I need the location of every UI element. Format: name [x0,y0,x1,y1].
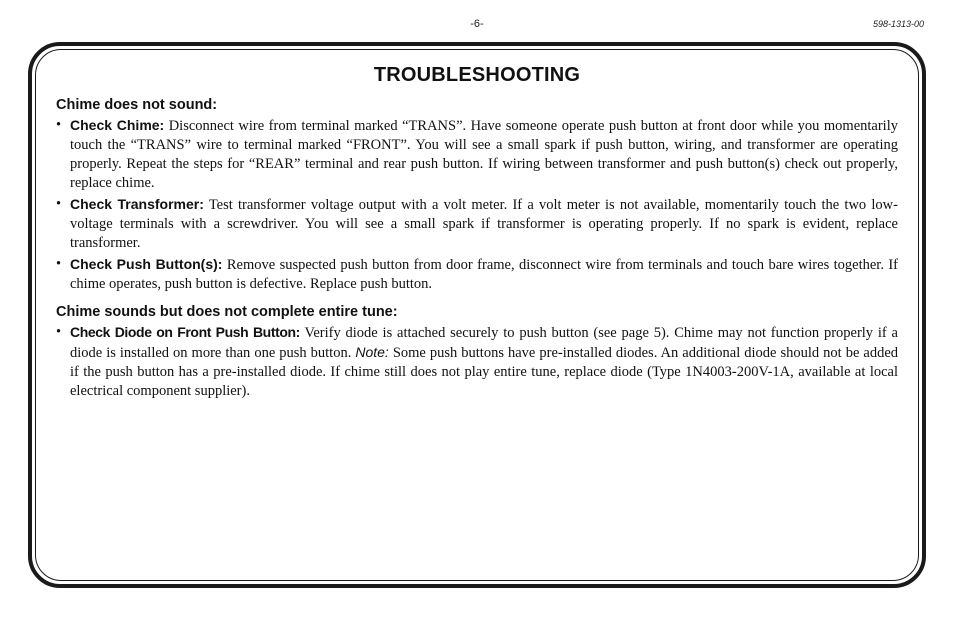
document-code: 598-1313-00 [872,19,924,29]
item-text: Remove suspected push button from door frame, disconnect wire from terminals and touch bare wires together. If chime operates, push button is defective. Replace push button. [70,257,899,292]
section-heading: Chime sounds but does not complete entire tune: [56,304,398,320]
note-label: Note: [355,344,389,360]
item-lead: Check Push Button(s): [70,256,223,272]
section-chime-does-not-sound [56,97,898,294]
note-text: Some push buttons have pre-installed diodes. An additional diode should not be added if the push button has a pre-installed diode. If chime still does not play entire tune, replace diode (Type 1N4003-200V-1A, available at local electrical component supplier). [70,345,899,399]
item-text: Test transformer voltage output with a volt meter. If a volt meter is not available, momentarily touch the two low-voltage terminals with a screwdriver. You will see a small spark if transformer is operating properly. If no spark is evident, replace transformer. [70,197,898,251]
bullet-icon: • [56,196,62,212]
list-item-check-push-buttons [56,255,898,294]
section-incomplete-tune [56,304,898,401]
list-item-check-transformer [56,195,898,253]
item-lead: Check Diode on Front Push Button: [70,324,300,340]
bullet-icon: • [56,117,62,133]
item-lead: Check Transformer: [70,196,204,212]
list-item-check-chime [56,116,898,193]
item-lead: Check Chime: [70,117,165,133]
page-title: TROUBLESHOOTING [373,64,581,86]
troubleshooting-list [56,116,898,294]
section-heading: Chime does not sound: [56,97,218,113]
list-item-check-diode [56,323,898,401]
bullet-icon: • [56,324,62,340]
item-text: Verify diode is attached securely to push button (see page 5). Chime may not function properly if a diode is installed on more than one push button. [70,325,898,361]
page-number: -6- [470,18,484,30]
bullet-icon: • [56,256,62,272]
content-area [56,64,898,403]
item-text: Disconnect wire from terminal marked “TRANS”. Have someone operate push button at front door while you momentarily touch the “TRANS” wire to terminal marked “FRONT”. You will see a small spark if push button, wiring, and transformer are operating properly. Repeat the steps for “REAR” terminal and rear push button. If wiring between transformer and push button(s) check out properly, replace chime. [70,118,898,191]
troubleshooting-list [56,323,898,401]
